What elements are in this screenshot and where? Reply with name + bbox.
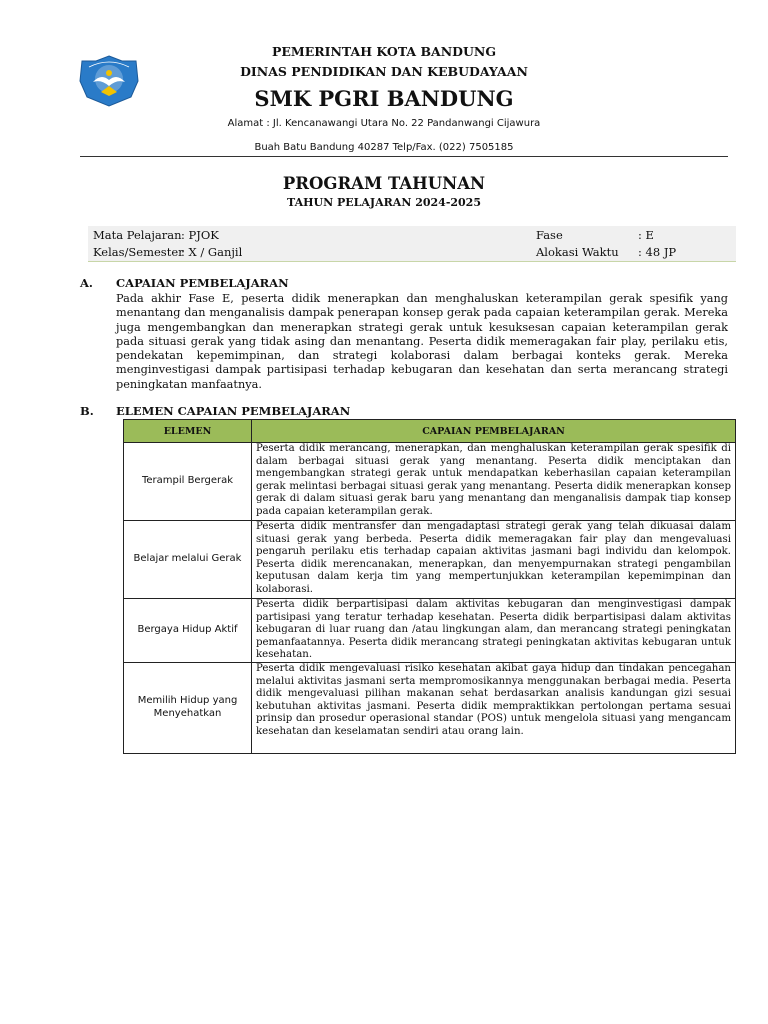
elemen-cell: Memilih Hidup yang Menyehatkan [124,663,252,754]
capaian-cell: Peserta didik mentransfer dan mengadaptasi strategi gerak yang telah dikuasai dalam situasi gerak yang berbeda. Peserta didik memeragakan fair play dan mengevaluasi pengaruh perilaku etis terhadap capaian aktivitas jasmani bagi individu dan kelompok. Peserta didik merencanakan, menerapkan, dan menyempurnakan strategi pengambilan keputusan dalam kerja tim yang mempertunjukkan keterampilan kepemimpinan dan kolaborasi. [252,521,736,599]
section-a-title: CAPAIAN PEMBELAJARAN [116,276,289,290]
header-capaian: CAPAIAN PEMBELAJARAN [252,420,736,443]
kelas-label: Kelas/Semester [93,245,184,259]
dept-line: DINAS PENDIDIKAN DAN KEBUDAYAAN [240,64,528,79]
school-name: SMK PGRI BANDUNG [254,86,514,111]
mapel-label: Mata Pelajaran [93,228,182,242]
section-b-title: ELEMEN CAPAIAN PEMBELAJARAN [116,404,351,418]
address-line-2: Buah Batu Bandung 40287 Telp/Fax. (022) 7505185 [254,142,514,153]
elements-table [123,419,736,754]
section-a-paragraph: Pada akhir Fase E, peserta didik menerapkan dan menghaluskan keterampilan gerak spesifik yang menantang dan menganalisis dampak penerapan konsep gerak pada capaian keterampilan gerak. Mereka juga mengembangkan dan menerapkan strategi gerak untuk kesuksesan capaian keterampilan gerak pada situasi gerak yang tidak asing dan menantang. Peserta didik memeragakan fair play, perilaku etis, pendekatan kepemimpinan, dan strategi kolaborasi dalam berbagai konteks gerak. Mereka menginvestigasi dampak partisipasi terhadap kebugaran dan kesehatan dan serta merancang strategi peningkatan manfaatnya. [116,292,728,391]
info-row [88,244,736,261]
alokasi-label: Alokasi Waktu [536,245,619,259]
letterhead [0,42,768,158]
document-subtitle: TAHUN PELAJARAN 2024-2025 [286,196,481,209]
table-row [124,443,736,521]
capaian-cell: Peserta didik mengevaluasi risiko kesehatan akibat gaya hidup dan tindakan pencegahan melalui aktivitas jasmani serta mempromosikannya menggunakan berbagai media. Peserta didik mengevaluasi pilihan makanan sehat berdasarkan analisis kandungan gizi sesuai kebutuhan aktivitas jasmani. Peserta didik mempraktikkan pertolongan pertama sesuai prinsip dan prosedur operasional standar (POS) untuk mengelola situasi yang mengancam kesehatan dan keselamatan sendiri atau orang lain. [252,663,736,754]
letterhead-divider [80,156,728,157]
alokasi-value: : 48 JP [638,245,677,259]
capaian-cell: Peserta didik berpartisipasi dalam aktivitas kebugaran dan menginvestigasi dampak partisipasi yang teratur terhadap kesehatan. Peserta didik berpartisipasi dalam aktivitas kebugaran di luar ruang dan /atau lingkungan alam, dan merancang strategi peningkatan pemanfaatannya. Peserta didik merancang strategi peningkatan aktivitas kebugaran untuk kesehatan. [252,599,736,663]
address-line-1: Alamat : Jl. Kencanawangi Utara No. 22 Pandanwangi Cijawura [227,118,541,129]
section-a-letter: A. [80,276,93,290]
header-elemen: ELEMEN [124,420,252,443]
kelas-value: : X / Ganjil [181,245,243,259]
gov-line: PEMERINTAH KOTA BANDUNG [271,44,497,59]
elemen-cell: Terampil Bergerak [124,443,252,521]
fase-label: Fase [536,228,563,242]
table-header-row [124,420,736,443]
table-row [124,521,736,599]
section-b-letter: B. [80,404,94,418]
elemen-cell: Belajar melalui Gerak [124,521,252,599]
mapel-value: : PJOK [181,228,219,242]
document-title: PROGRAM TAHUNAN [282,174,486,193]
table-row [124,599,736,663]
fase-value: : E [638,228,654,242]
course-info-table [88,226,736,262]
elemen-cell: Bergaya Hidup Aktif [124,599,252,663]
table-row [124,663,736,754]
info-row [88,227,736,244]
capaian-cell: Peserta didik merancang, menerapkan, dan menghaluskan keterampilan gerak spesifik di dalam berbagai situasi gerak yang menantang. Peserta didik menciptakan dan mengembangkan strategi gerak untuk mendapatkan keberhasilan capaian keterampilan gerak melintasi berbagai situasi gerak yang menantang. Peserta didik menerapkan konsep gerak di dalam situasi gerak baru yang menantang dan menganalisis dampak tiap konsep pada capaian keterampilan gerak. [252,443,736,521]
